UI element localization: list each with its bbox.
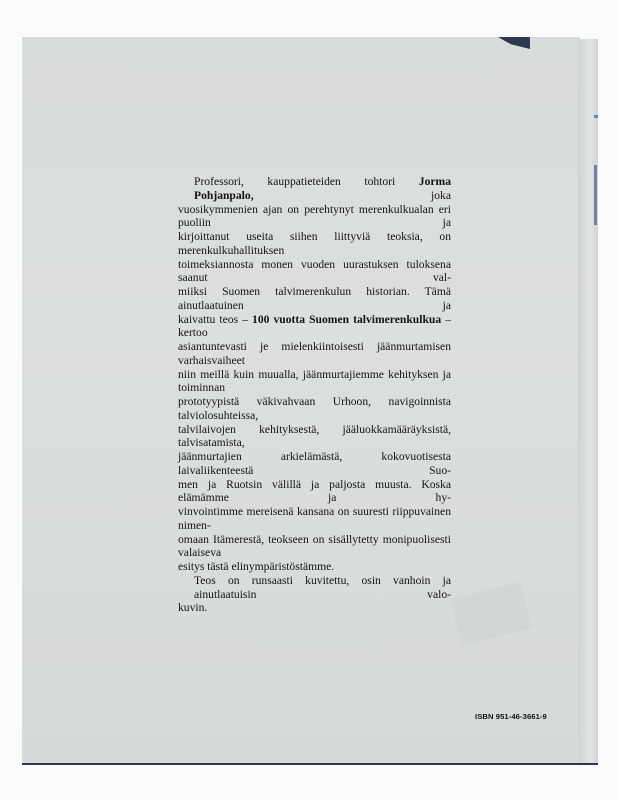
blurb-line [178,450,451,478]
blurb-line [178,175,451,203]
blurb-line [178,285,451,313]
blurb-text-segment: Teos on runsaasti kuvitettu, osin vanhoin ja ainutlaatuisin valo- [194,573,451,601]
blurb-line [178,258,451,286]
blurb-text-segment: – kertoo [178,312,451,340]
blurb-text [178,175,451,615]
blurb-text-segment: omaan Itämerestä, teokseen on sisällytetty monipuolisesti valaiseva [178,532,451,560]
blurb-text-segment: kaivattu teos – [178,312,253,326]
blurb-text-segment: kuvin. [178,601,208,615]
blurb-line [178,230,451,258]
blurb-text-segment: toimeksiannosta monen vuoden uurastuksen tuloksena saanut val- [178,257,451,285]
blurb-line [178,505,451,533]
blurb-paragraph-2 [178,574,451,615]
blurb-line [178,203,451,231]
blurb-text-segment: niin meillä kuin muualla, jäänmurtajiemme kehityksen ja toiminnan [178,367,451,395]
blurb-line [178,478,451,506]
blurb-line [178,423,451,451]
blurb-text-segment: esitys tästä elinympäristöstämme. [178,560,335,573]
blurb-line [178,574,451,602]
blurb-text-segment: asiantuntevasti je mielenkiintoisesti jäänmurtamisen varhaisvaiheet [178,340,451,367]
blurb-line [178,395,451,423]
blurb-text-segment: prototyypistä väkivahvaan Urhoon, navigoinnista talviolosuhteissa, [178,395,451,422]
blurb-text-segment: miiksi Suomen talvimerenkulun historian. Tämä ainutlaatuinen ja [178,285,451,312]
blurb-line [178,313,451,341]
blurb-line [178,560,451,574]
blurb-line [178,368,451,396]
blurb-text-segment: vinvointimme mereisenä kansana on suuresti riippuvainen nimen- [178,505,451,532]
blurb-text-segment: kirjoittanut useita siihen liittyviä teoksia, on merenkulkuhallituksen [178,230,451,257]
blurb-line [178,340,451,368]
blurb-text-segment: men ja Ruotsin välillä ja paljosta muusta. Koska elämämme ja hy- [178,477,451,505]
blurb-bold-text: Jorma Pohjanpalo, [194,175,451,202]
blurb-text-segment: vuosikymmenien ajan on perehtynyt merenkulkualan eri puoliin ja [178,202,451,230]
spine-mark [594,115,598,118]
blurb-text-segment: joka [253,188,451,202]
blurb-text-segment: Professori, kauppatieteiden tohtori [194,175,419,188]
spine-title-fragment [594,165,597,225]
blurb-text-segment: talvilaivojen kehityksestä, jääluokkamääräyksistä, talvisatamista, [178,422,451,450]
blurb-bold-text: 100 vuotta Suomen talvimerenkulkua [252,312,442,326]
blurb-paragraph-1 [178,175,451,574]
blurb-line [178,601,451,615]
blurb-line [178,533,451,561]
book-spine [578,39,598,765]
isbn: ISBN 951-46-3661-9 [475,712,547,721]
blurb-text-segment: jäänmurtajien arkielämästä, kokovuotisesta laivaliikenteestä Suo- [178,450,451,477]
